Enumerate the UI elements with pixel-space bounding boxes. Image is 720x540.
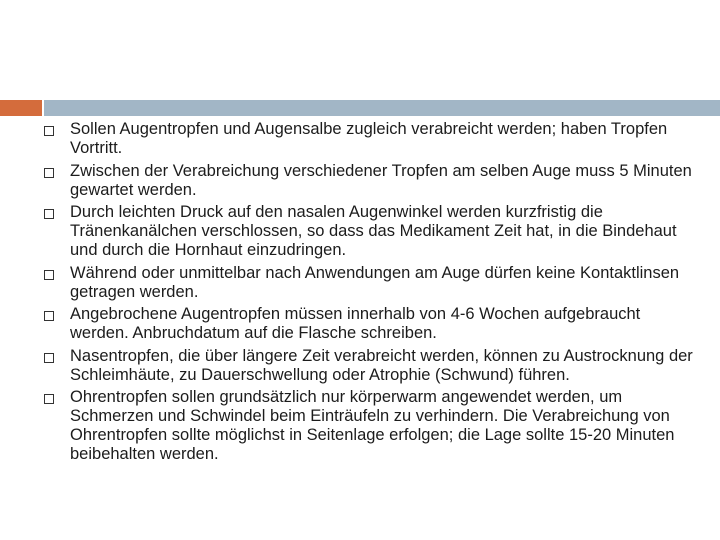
square-bullet-icon — [44, 311, 54, 321]
list-item — [0, 162, 720, 200]
square-bullet-icon — [44, 168, 54, 178]
list-item — [0, 388, 720, 464]
list-item-text: Angebrochene Augentropfen müssen innerhalb von 4-6 Wochen aufgebraucht werden. Anbruchdatum auf die Flasche schreiben. — [70, 305, 641, 342]
bullet-list — [0, 120, 720, 468]
list-item-text: Ohrentropfen sollen grundsätzlich nur körperwarm angewendet werden, um Schmerzen und Schwindel beim Einträufeln zu verhindern. Die Verabreichung von Ohrentropfen sollte möglichst in Seitenlage erfolgen; die Lage sollte 15-20 Minuten beibehalten werden. — [70, 388, 675, 463]
list-item-text: Zwischen der Verabreichung verschiedener Tropfen am selben Auge muss 5 Minuten gewartet werden. — [70, 161, 692, 199]
square-bullet-icon — [44, 353, 54, 363]
list-item — [0, 305, 720, 343]
square-bullet-icon — [44, 270, 54, 280]
list-item — [0, 120, 720, 158]
list-item — [0, 264, 720, 302]
list-item — [0, 203, 720, 260]
list-item — [0, 347, 720, 385]
accent-bar — [0, 100, 42, 116]
square-bullet-icon — [44, 126, 54, 136]
title-bar — [44, 100, 720, 116]
list-item-text: Nasentropfen, die über längere Zeit verabreicht werden, können zu Austrocknung der Schleimhäute, zu Dauerschwellung oder Atrophie (Schwund) führen. — [70, 346, 693, 384]
list-item-text: Sollen Augentropfen und Augensalbe zugleich verabreicht werden; haben Tropfen Vortritt. — [70, 120, 668, 157]
list-item-text: Durch leichten Druck auf den nasalen Augenwinkel werden kurzfristig die Tränenkanälchen verschlossen, so dass das Medikament Zeit hat, in die Bindehaut und durch die Hornhaut einzudringen. — [70, 203, 677, 259]
square-bullet-icon — [44, 394, 54, 404]
square-bullet-icon — [44, 209, 54, 219]
list-item-text: Während oder unmittelbar nach Anwendungen am Auge dürfen keine Kontaktlinsen getragen werden. — [70, 263, 680, 301]
